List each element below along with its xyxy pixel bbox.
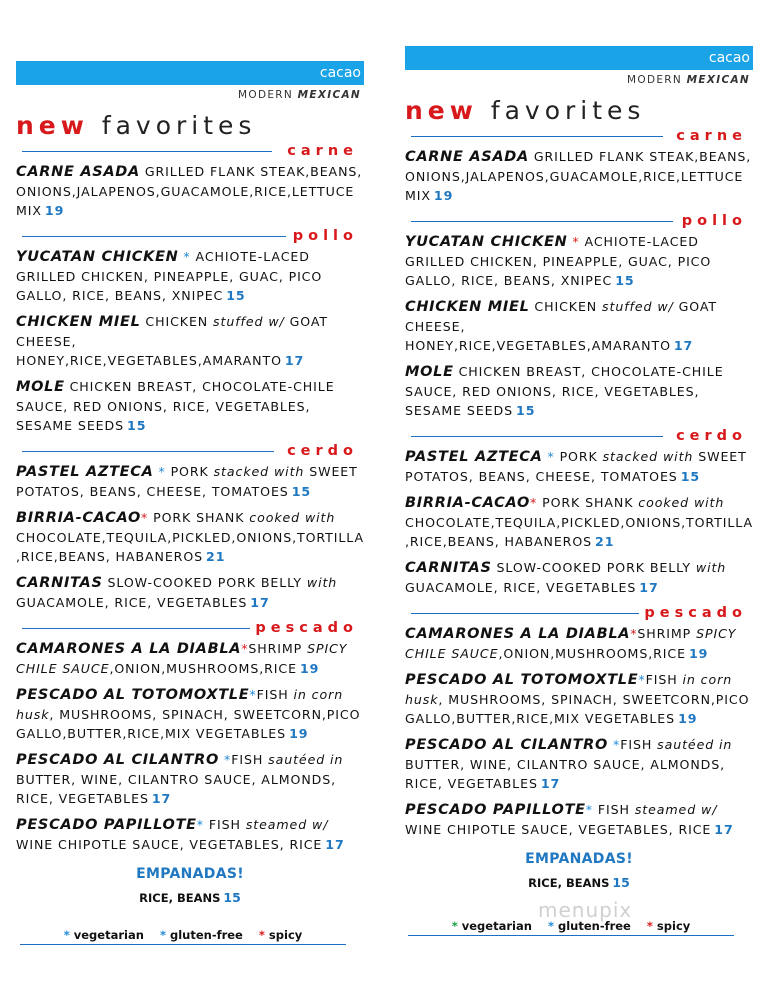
item-price: 17 (639, 580, 659, 595)
empanadas-desc: RICE, BEANS (528, 876, 610, 890)
item-description-italic: steamed w/ (634, 802, 718, 817)
section-label: carne (287, 143, 358, 159)
item-description-rest: CHOCOLATE,TEQUILA,PICKLED,ONIONS,TORTILLA ,RICE,BEANS, HABANEROS (405, 515, 753, 549)
item-description-rest: ,ONION,MUSHROOMS,RICE (109, 661, 297, 676)
legend-vegetarian: vegetarian (73, 928, 144, 942)
item-name: CAMARONES A LA DIABLA (16, 641, 242, 657)
menu-item (16, 162, 364, 220)
subtitle (16, 89, 364, 101)
section-label: pescado (644, 605, 747, 621)
divider (20, 944, 346, 945)
menu-item (16, 312, 364, 370)
brand-name: cacao (319, 65, 361, 81)
dietary-marker: * (638, 672, 646, 687)
item-description-italic: sautéed in (657, 737, 733, 752)
menu-item (405, 493, 753, 551)
item-description-italic: cooked with (638, 495, 725, 510)
item-description-rest: SWEET POTATOS, BEANS, CHEESE, TOMATOES (16, 464, 358, 499)
item-name: PESCADO AL CILANTRO (405, 737, 609, 753)
page-title (16, 111, 364, 140)
item-name: PASTEL AZTECA (16, 464, 154, 480)
menu-item (405, 670, 753, 728)
subtitle-mexican: MEXICAN (686, 74, 750, 86)
item-price: 17 (673, 338, 694, 353)
item-price: 15 (615, 273, 635, 288)
item-description: PORK SHANK (542, 495, 634, 510)
item-name: CHICKEN MIEL (405, 299, 530, 315)
section-header-pescado (16, 619, 364, 639)
empanadas-title: EMPANADAS! (136, 866, 244, 882)
legend-left (20, 928, 346, 945)
item-price: 15 (226, 288, 246, 303)
item-name: MOLE (16, 379, 65, 395)
divider (408, 935, 734, 936)
spicy-marker: * (258, 928, 265, 942)
menu-page-left (16, 61, 364, 905)
item-description-rest: , MUSHROOMS, SPINACH, SWEETCORN,PICO GALLO,BUTTER,RICE,MIX VEGETABLES (405, 692, 750, 726)
section-header-pescado (405, 604, 753, 624)
empanadas-price: 15 (612, 875, 630, 890)
dietary-marker: * (529, 495, 538, 510)
title-favorites: favorites (490, 96, 646, 125)
item-description-italic: with (306, 575, 338, 590)
item-description-italic: stuffed w/ (213, 314, 285, 329)
section-label: cerdo (287, 443, 358, 459)
menu-item (16, 508, 364, 566)
divider (22, 236, 286, 237)
item-description-italic: in corn husk (16, 687, 344, 722)
dietary-marker: * (196, 817, 204, 832)
item-description: SLOW-COOKED PORK BELLY (107, 575, 302, 590)
item-description: SHRIMP (248, 641, 303, 656)
divider (22, 451, 274, 452)
empanadas-title: EMPANADAS! (525, 851, 633, 867)
dietary-marker: * (612, 737, 621, 752)
item-price: 19 (678, 711, 698, 726)
subtitle-modern: MODERN (238, 89, 294, 101)
item-description-italic: SPICY CHILE SAUCE (16, 641, 348, 676)
section-label: pollo (292, 228, 358, 244)
item-name: PESCADO AL CILANTRO (16, 752, 220, 768)
item-price: 19 (289, 726, 309, 741)
item-description: PORK (559, 449, 598, 464)
item-price: 17 (250, 595, 270, 610)
item-name: CARNE ASADA (405, 149, 529, 165)
title-new: new (405, 96, 478, 125)
divider (411, 436, 663, 437)
menu-item (16, 750, 364, 808)
brand-bar (16, 61, 364, 85)
item-name: BIRRIA-CACAO (16, 510, 141, 526)
menu-item (405, 624, 753, 663)
item-description: CHICKEN BREAST, CHOCOLATE-CHILE SAUCE, RED ONIONS, RICE, VEGETABLES, SESAME SEEDS (405, 364, 724, 418)
spicy-marker: * (646, 919, 653, 933)
item-description-italic: cooked with (249, 510, 336, 525)
divider (411, 613, 639, 614)
section-label: carne (676, 128, 747, 144)
menu-item (405, 232, 753, 290)
item-price: 15 (291, 484, 312, 499)
item-description: FISH (256, 687, 289, 702)
section-header-pollo (405, 212, 753, 232)
item-description: FISH (231, 752, 264, 767)
item-name: PESCADO PAPILLOTE (16, 817, 197, 833)
item-price: 17 (714, 822, 734, 837)
brand-name: cacao (708, 50, 750, 66)
section-label: pollo (681, 213, 747, 229)
item-description-rest: SWEET POTATOS, BEANS, CHEESE, TOMATOES (405, 449, 747, 484)
legend-gluten-free: gluten-free (169, 928, 243, 942)
item-description-italic: in corn husk (405, 672, 733, 707)
dietary-marker: * (140, 510, 149, 525)
item-name: CAMARONES A LA DIABLA (405, 626, 631, 642)
item-price: 17 (325, 837, 345, 852)
divider (22, 628, 250, 629)
menu-item (405, 800, 753, 839)
item-price: 19 (688, 646, 709, 661)
empanadas-price: 15 (223, 890, 241, 905)
item-name: CHICKEN MIEL (16, 314, 141, 330)
item-description-rest: WINE CHIPOTLE SAUCE, VEGETABLES, RICE (405, 822, 712, 837)
item-price: 21 (595, 534, 615, 549)
section-header-cerdo (16, 442, 364, 462)
empanadas-line (16, 890, 364, 905)
item-price: 21 (206, 549, 226, 564)
menu-item (405, 558, 753, 597)
dietary-marker: * (158, 464, 166, 479)
section-label: cerdo (676, 428, 747, 444)
item-price: 15 (127, 418, 147, 433)
item-description-rest: GUACAMOLE, RICE, VEGETABLES (16, 595, 248, 610)
dietary-marker: * (547, 449, 555, 464)
item-name: YUCATAN CHICKEN (405, 234, 568, 250)
title-favorites: favorites (101, 111, 257, 140)
menu-item (16, 247, 364, 305)
dietary-marker: * (585, 802, 593, 817)
section-header-carne (16, 142, 364, 162)
section-header-carne (405, 127, 753, 147)
empanadas-desc: RICE, BEANS (139, 891, 221, 905)
item-description: ACHIOTE-LACED GRILLED CHICKEN, PINEAPPLE, GUAC, PICO GALLO, RICE, BEANS, XNIPEC (405, 234, 712, 288)
subtitle-mexican: MEXICAN (297, 89, 361, 101)
menu-item (16, 685, 364, 743)
item-description: CHICKEN BREAST, CHOCOLATE-CHILE SAUCE, RED ONIONS, RICE, VEGETABLES, SESAME SEEDS (16, 379, 335, 433)
dietary-marker: * (223, 752, 232, 767)
item-description: ACHIOTE-LACED GRILLED CHICKEN, PINEAPPLE, GUAC, PICO GALLO, RICE, BEANS, XNIPEC (16, 249, 323, 303)
item-description: CHICKEN (534, 299, 598, 314)
item-price: 19 (44, 203, 65, 218)
subtitle (405, 74, 753, 86)
item-name: PESCADO AL TOTOMOXTLE (405, 672, 639, 688)
menu-item (405, 147, 753, 205)
item-description: SLOW-COOKED PORK BELLY (496, 560, 691, 575)
menu-item (405, 362, 753, 420)
item-description-italic: stacked with (602, 449, 694, 464)
item-name: PESCADO PAPILLOTE (405, 802, 586, 818)
vegetarian-marker: * (451, 919, 458, 933)
item-name: CARNITAS (405, 560, 492, 576)
menu-item (16, 462, 364, 501)
menu-item (16, 377, 364, 435)
item-description: GRILLED FLANK STEAK,BEANS, ONIONS,JALAPENOS,GUACAMOLE,RICE,LETTUCE MIX (405, 149, 752, 203)
item-description: PORK SHANK (153, 510, 245, 525)
item-description-italic: sautéed in (268, 752, 344, 767)
item-name: PASTEL AZTECA (405, 449, 543, 465)
menu-item (16, 573, 364, 612)
title-new: new (16, 111, 89, 140)
menu-item (405, 447, 753, 486)
item-name: CARNITAS (16, 575, 103, 591)
divider (411, 136, 663, 137)
brand-bar (405, 46, 753, 70)
item-description: CHICKEN (145, 314, 209, 329)
item-description-rest: GUACAMOLE, RICE, VEGETABLES (405, 580, 637, 595)
item-description-italic: SPICY CHILE SAUCE (405, 626, 737, 661)
item-price: 15 (516, 403, 536, 418)
item-description-italic: steamed w/ (245, 817, 329, 832)
subtitle-modern: MODERN (627, 74, 683, 86)
item-description-rest: BUTTER, WINE, CILANTRO SAUCE, ALMONDS, RICE, VEGETABLES (405, 757, 726, 791)
item-description-rest: ,ONION,MUSHROOMS,RICE (498, 646, 686, 661)
legend-spicy: spicy (656, 919, 691, 933)
menu-item (16, 639, 364, 678)
empanadas-line (405, 875, 753, 890)
item-description-italic: stacked with (213, 464, 305, 479)
item-description-rest: , MUSHROOMS, SPINACH, SWEETCORN,PICO GALLO,BUTTER,RICE,MIX VEGETABLES (16, 707, 361, 741)
menu-page-right (405, 46, 753, 890)
item-description-rest: BUTTER, WINE, CILANTRO SAUCE, ALMONDS, RICE, VEGETABLES (16, 772, 337, 806)
item-description: PORK (170, 464, 209, 479)
menu-item (16, 815, 364, 854)
divider (411, 221, 673, 222)
item-name: YUCATAN CHICKEN (16, 249, 179, 265)
item-description-rest: GOAT CHEESE, HONEY,RICE,VEGETABLES,AMARANTO (405, 299, 717, 353)
item-price: 15 (680, 469, 701, 484)
legend-vegetarian: vegetarian (461, 919, 532, 933)
dietary-marker: * (183, 249, 191, 264)
item-name: CARNE ASADA (16, 164, 140, 180)
dietary-marker: * (241, 641, 249, 656)
legend-gluten-free: gluten-free (557, 919, 631, 933)
dietary-marker: * (630, 626, 638, 641)
gluten-free-marker: * (159, 928, 166, 942)
item-price: 17 (284, 353, 305, 368)
section-header-pollo (16, 227, 364, 247)
item-description: FISH (208, 817, 241, 832)
dietary-marker: * (572, 234, 580, 249)
item-description: FISH (645, 672, 678, 687)
section-label: pescado (255, 620, 358, 636)
item-name: BIRRIA-CACAO (405, 495, 530, 511)
item-description-rest: CHOCOLATE,TEQUILA,PICKLED,ONIONS,TORTILLA ,RICE,BEANS, HABANEROS (16, 530, 364, 564)
item-price: 17 (151, 791, 172, 806)
item-price: 19 (433, 188, 454, 203)
item-description-rest: GOAT CHEESE, HONEY,RICE,VEGETABLES,AMARANTO (16, 314, 328, 368)
item-description-italic: with (695, 560, 727, 575)
vegetarian-marker: * (63, 928, 70, 942)
menu-item (405, 735, 753, 793)
item-name: PESCADO AL TOTOMOXTLE (16, 687, 250, 703)
item-description: FISH (597, 802, 630, 817)
legend-spicy: spicy (268, 928, 303, 942)
item-name: MOLE (405, 364, 454, 380)
item-description-italic: stuffed w/ (602, 299, 674, 314)
section-header-cerdo (405, 427, 753, 447)
dietary-marker: * (249, 687, 257, 702)
item-price: 19 (299, 661, 320, 676)
item-description-rest: WINE CHIPOTLE SAUCE, VEGETABLES, RICE (16, 837, 323, 852)
item-description: FISH (620, 737, 653, 752)
item-description: SHRIMP (637, 626, 692, 641)
page-title (405, 96, 753, 125)
menu-item (405, 297, 753, 355)
item-price: 17 (540, 776, 561, 791)
gluten-free-marker: * (547, 919, 554, 933)
item-description: GRILLED FLANK STEAK,BEANS, ONIONS,JALAPENOS,GUACAMOLE,RICE,LETTUCE MIX (16, 164, 363, 218)
divider (22, 151, 272, 152)
watermark: menupix (538, 898, 633, 922)
